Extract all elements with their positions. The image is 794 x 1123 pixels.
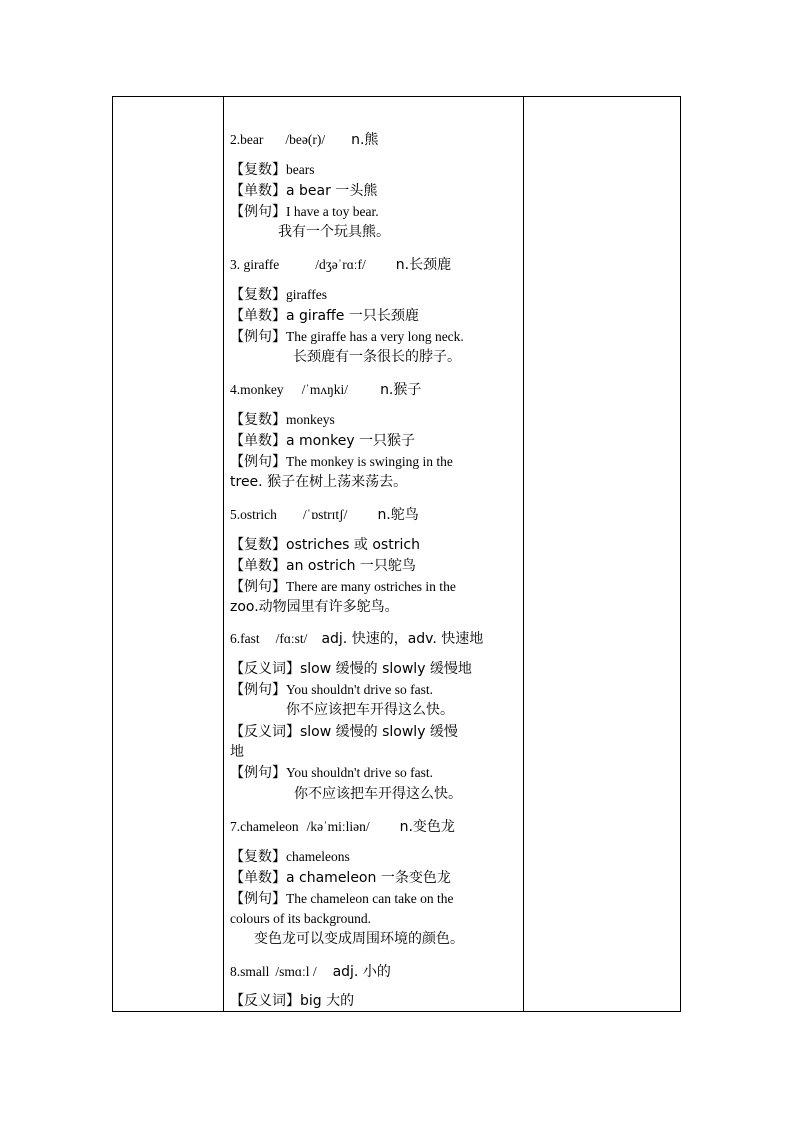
entry-line: 【例句】The chameleon can take on the — [230, 891, 454, 907]
entry-translation: 你不应该把车开得这么快。 — [294, 786, 462, 802]
entry-line: 地 — [230, 744, 244, 760]
entry-line: 【例句】I have a toy bear. — [230, 204, 379, 220]
entry-translation: 你不应该把车开得这么快。 — [286, 702, 454, 718]
entry-translation: 长颈鹿有一条很长的脖子。 — [293, 349, 461, 365]
entry-line: colours of its background. — [230, 911, 371, 926]
entry-line: 【例句】The giraffe has a very long neck. — [230, 329, 464, 345]
entry-line: 【复数】ostriches 或 ostrich — [230, 537, 420, 553]
entry-line: 【反义词】slow 缓慢的 slowly 缓慢地 — [230, 661, 472, 677]
entry-heading: 8.small /smɑːl / adj. 小的 — [230, 964, 391, 980]
entry-line: 【复数】chameleons — [230, 849, 350, 865]
entry-line: 【反义词】slow 缓慢的 slowly 缓慢 — [230, 724, 458, 740]
entry-line: 【例句】You shouldn't drive so fast. — [230, 682, 433, 698]
entry-heading: 2.bear /beə(r)/ n.熊 — [230, 132, 379, 148]
entry-line: 【例句】The monkey is swinging in the — [230, 454, 453, 470]
entry-line: 【单数】a chameleon 一条变色龙 — [230, 870, 451, 886]
entry-line: 【复数】monkeys — [230, 412, 335, 428]
entry-heading: 5.ostrich /ˈɒstrɪtʃ/ n.鸵鸟 — [230, 507, 419, 523]
column-divider-right — [523, 97, 524, 1011]
entry-translation: zoo.动物园里有许多鸵鸟。 — [230, 599, 399, 615]
entry-line: 【单数】a bear 一头熊 — [230, 183, 378, 199]
entry-line: 【复数】giraffes — [230, 287, 327, 303]
column-divider-left — [223, 97, 224, 1011]
entry-heading: 4.monkey /ˈmʌŋki/ n.猴子 — [230, 382, 422, 398]
entry-line: 【例句】You shouldn't drive so fast. — [230, 765, 433, 781]
entry-line: 【单数】an ostrich 一只鸵鸟 — [230, 558, 416, 574]
entry-translation: 我有一个玩具熊。 — [278, 224, 390, 240]
entry-line: 【反义词】big 大的 — [230, 993, 355, 1009]
entry-line: 【例句】There are many ostriches in the — [230, 579, 456, 595]
entry-translation: 变色龙可以变成周围环境的颜色。 — [254, 931, 464, 947]
entry-line: 【单数】a giraffe 一只长颈鹿 — [230, 308, 419, 324]
entry-heading: 7.chameleon /kəˈmiːliən/ n.变色龙 — [230, 819, 455, 835]
entry-line: 【单数】a monkey 一只猴子 — [230, 433, 416, 449]
entry-line: 【复数】bears — [230, 162, 315, 178]
entry-translation: tree. 猴子在树上荡来荡去。 — [230, 474, 408, 490]
entry-heading: 3. giraffe /dʒəˈrɑːf/ n.长颈鹿 — [230, 257, 452, 273]
entry-heading: 6.fast /fɑːst/ adj. 快速的，adv. 快速地 — [230, 631, 484, 647]
